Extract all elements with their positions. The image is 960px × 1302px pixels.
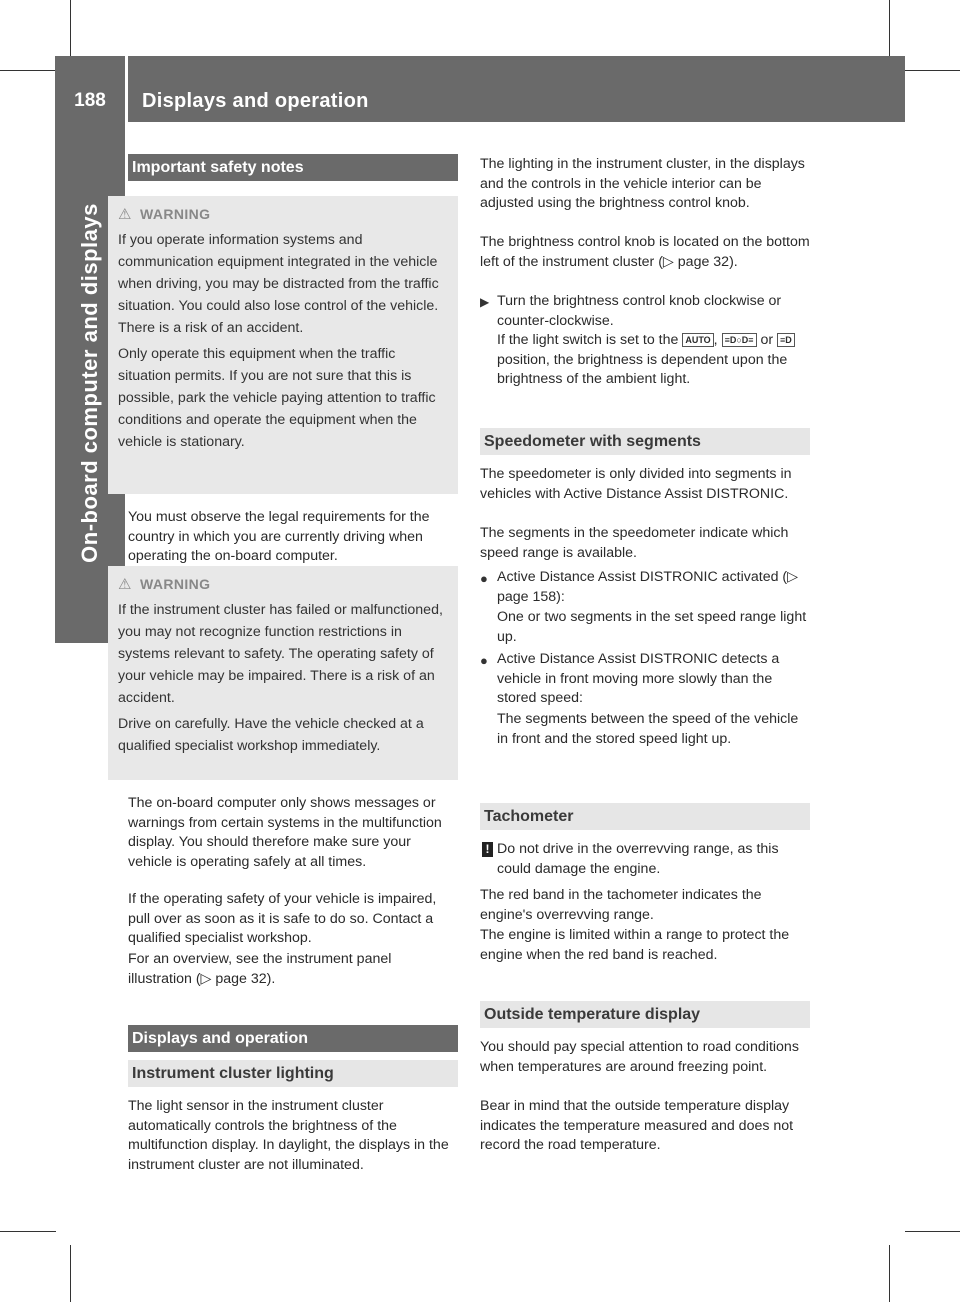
step-line: position, the brightness is dependent upon the brightness of the ambient light. xyxy=(497,351,788,387)
warning-text: Drive on carefully. Have the vehicle checked at a qualified specialist workshop immediately. xyxy=(118,716,424,754)
side-tab-label: On-board computer and displays xyxy=(77,202,102,563)
paragraph: The red band in the tachometer indicates the engine's overrevving range. xyxy=(480,887,762,923)
paragraph: The engine is limited within a range to protect the engine when the red band is reached. xyxy=(480,927,790,963)
bullet-icon: ● xyxy=(480,571,488,586)
caution-note: Do not drive in the overrevving range, as this could damage the engine. xyxy=(497,841,779,877)
section-heading xyxy=(480,428,810,455)
warning-box xyxy=(108,566,458,780)
warning-title xyxy=(118,204,448,225)
section-heading xyxy=(128,154,458,181)
section-heading-text: Important safety notes xyxy=(132,159,304,176)
paragraph: If the operating safety of your vehicle is impaired, pull over as soon as it is safe to do so. Contact a qualified specialist workshop. xyxy=(128,891,437,946)
paragraph: The speedometer is only divided into segments in vehicles with Active Distance Assist DISTRONIC. xyxy=(480,466,792,502)
crop-mark xyxy=(905,70,960,71)
warning-label: WARNING xyxy=(140,576,211,592)
warning-triangle-icon: ⚠ xyxy=(118,206,132,223)
section-heading-text: Displays and operation xyxy=(132,1030,309,1047)
section-heading-text: Speedometer with segments xyxy=(484,433,701,450)
step-arrow-icon: ▶ xyxy=(480,295,490,309)
warning-triangle-icon: ⚠ xyxy=(118,576,132,593)
parking-light-icon: ≡D○D≡ xyxy=(722,333,757,347)
subsection-heading-text: Instrument cluster lighting xyxy=(132,1065,334,1082)
subsection-heading xyxy=(128,1060,458,1087)
bullet-text: One or two segments in the set speed range light up. xyxy=(497,609,807,645)
crop-mark xyxy=(0,70,56,71)
crop-mark xyxy=(70,0,71,56)
warning-text: If you operate information systems and communication equipment integrated in the vehicle when driving, you may be distracted from the traffic situation. You could also lose control of the vehicle. There is a risk of an accident. xyxy=(118,232,439,336)
paragraph: You must observe the legal requirements for the country in which you are currently driving when operating the on-board computer. xyxy=(128,509,430,564)
warning-text: Only operate this equipment when the traffic situation permits. If you are not sure that this is possible, park the vehicle paying attention to traffic conditions and operate the equipment when the vehicle is stationary. xyxy=(118,346,436,450)
paragraph: The lighting in the instrument cluster, in the displays and the controls in the vehicle interior can be adjusted using the brightness control knob. xyxy=(480,156,805,211)
step-line: Turn the brightness control knob clockwise or counter-clockwise. xyxy=(497,293,782,329)
warning-text: If the instrument cluster has failed or malfunctioned, you may not recognize function restrictions in systems relevant to safety. The operating safety of your vehicle may be impaired. There is a risk of an accident. xyxy=(118,602,443,706)
page-number: 188 xyxy=(74,90,106,111)
section-heading-text: Outside temperature display xyxy=(484,1006,701,1023)
step-or: or xyxy=(760,332,774,348)
section-heading-text: Tachometer xyxy=(484,808,574,825)
section-heading xyxy=(128,1025,458,1052)
header-divider xyxy=(125,56,128,122)
warning-box xyxy=(108,196,458,494)
bullet-title: Active Distance Assist DISTRONIC detects a vehicle in front moving more slowly than the stored speed: xyxy=(497,651,780,706)
paragraph: You should pay special attention to road conditions when temperatures are around freezing point. xyxy=(480,1039,799,1075)
low-beam-icon: ≡D xyxy=(777,333,795,347)
warning-title xyxy=(118,574,448,595)
crop-mark xyxy=(889,1245,890,1302)
auto-light-icon: AUTO xyxy=(682,333,713,347)
crop-mark xyxy=(905,1231,960,1232)
warning-label: WARNING xyxy=(140,206,211,222)
bullet-icon: ● xyxy=(480,653,488,668)
caution-icon: ! xyxy=(482,842,493,857)
paragraph: The brightness control knob is located on the bottom left of the instrument cluster (▷ page 32). xyxy=(480,234,810,270)
section-heading xyxy=(480,803,810,830)
page-title: Displays and operation xyxy=(142,90,369,112)
paragraph: For an overview, see the instrument panel illustration (▷ page 32). xyxy=(128,951,392,987)
paragraph: The segments in the speedometer indicate which speed range is available. xyxy=(480,525,789,561)
paragraph: The light sensor in the instrument cluster automatically controls the brightness of the multifunction display. In daylight, the displays in the instrument cluster are not illuminated. xyxy=(128,1098,449,1173)
step-line: If the light switch is set to the xyxy=(497,332,679,348)
crop-mark xyxy=(0,1231,56,1232)
bullet-text: The segments between the speed of the vehicle in front and the stored speed light up. xyxy=(497,711,799,747)
crop-mark xyxy=(70,1245,71,1302)
section-heading xyxy=(480,1001,810,1028)
paragraph: The on-board computer only shows messages or warnings from certain systems in the multifunction display. You should therefore make sure your vehicle is operating safely at all times. xyxy=(128,795,442,870)
step-text: Turn the brightness control knob clockwise or counter-clockwise. If the light switch is set to the AUTO , ≡D○D≡ or ≡D position, the brightness is dependent upon the brightness of the ambient light. xyxy=(497,292,812,390)
paragraph: Bear in mind that the outside temperature display indicates the temperature measured and does not record the road temperature. xyxy=(480,1098,794,1153)
crop-mark xyxy=(889,0,890,56)
bullet-title: Active Distance Assist DISTRONIC activated (▷ page 158): xyxy=(497,569,799,605)
